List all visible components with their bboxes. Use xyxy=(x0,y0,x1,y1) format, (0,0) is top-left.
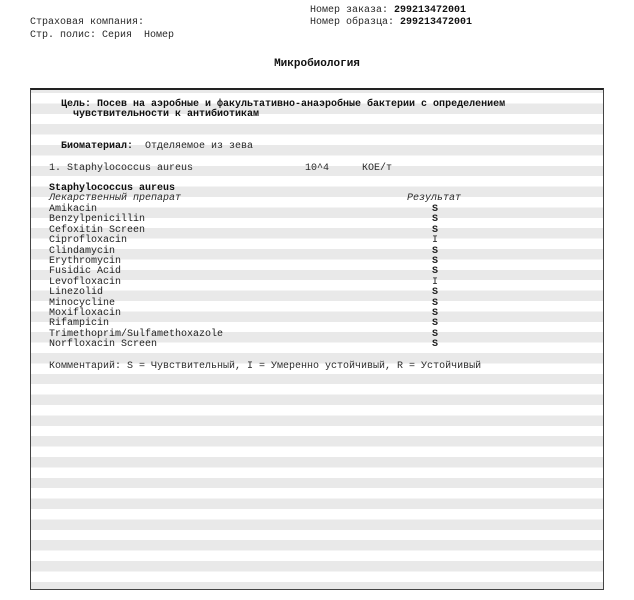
order-number-label: Номер заказа: 299213472001 xyxy=(310,5,467,16)
drug-name: Fusidic Acid xyxy=(49,266,122,278)
drug-result: S xyxy=(432,245,439,257)
drug-name: Levofloxacin xyxy=(49,276,122,288)
drug-result: S xyxy=(432,328,439,340)
column-result-header: Результат xyxy=(407,193,462,204)
drug-row xyxy=(49,267,589,277)
drug-result: S xyxy=(432,339,439,351)
comment: Комментарий: S = Чувствительный, I = Умеренно устойчивый, R = Устойчивый xyxy=(49,361,482,372)
drug-result: I xyxy=(432,276,439,288)
drug-name: Norfloxacin Screen xyxy=(49,339,158,351)
drug-name: Erythromycin xyxy=(49,256,122,267)
drug-row xyxy=(49,236,589,246)
column-drug-header: Лекарственный препарат xyxy=(49,193,182,204)
organism-unit: КОЕ/т xyxy=(362,163,393,174)
sample-number-value: 299213472001 xyxy=(400,17,473,28)
drug-result: S xyxy=(432,287,439,299)
drug-row xyxy=(49,278,589,288)
drug-name: Moxifloxacin xyxy=(49,308,122,319)
drug-name: Rifampicin xyxy=(49,318,110,330)
drug-row xyxy=(49,288,589,298)
drug-row xyxy=(49,309,589,319)
drug-row xyxy=(49,299,589,309)
drug-result: S xyxy=(432,308,439,319)
drug-result: S xyxy=(432,224,439,236)
biomaterial-value: Отделяемое из зева xyxy=(145,141,254,152)
drug-row xyxy=(49,340,589,350)
drug-result: I xyxy=(432,235,439,247)
policy-label: Стр. полис: Серия Номер xyxy=(30,30,175,41)
drug-name: Minocycline xyxy=(49,297,116,309)
drug-result: S xyxy=(432,204,439,215)
goal-line-2: чувствительности к антибиотикам xyxy=(61,109,260,120)
biomaterial-label: Биоматериал: xyxy=(61,141,134,152)
drug-name: Ciprofloxacin xyxy=(49,235,128,247)
goal-line-1: Цель: Посев на аэробные и факультативно-анаэробные бактерии с определением xyxy=(61,99,506,110)
drug-row xyxy=(49,257,589,267)
drug-result: S xyxy=(432,318,439,330)
drug-result: S xyxy=(432,214,439,226)
drug-name: Trimethoprim/Sulfamethoxazole xyxy=(49,328,224,340)
organism-line: 1. Staphylococcus aureus xyxy=(49,163,194,174)
drug-name: Cefoxitin Screen xyxy=(49,224,146,236)
drug-name: Amikacin xyxy=(49,204,98,215)
drug-result: S xyxy=(432,297,439,309)
organism-count: 10^4 xyxy=(305,163,330,174)
biomaterial xyxy=(61,142,253,152)
page-title: Микробиология xyxy=(274,58,360,70)
drug-result: S xyxy=(432,256,439,267)
organism-heading: Staphylococcus aureus xyxy=(49,183,176,194)
order-number-value: 299213472001 xyxy=(394,5,467,16)
report-panel xyxy=(30,88,604,590)
sample-number-label: Номер образца: 299213472001 xyxy=(310,17,473,28)
drug-name: Benzylpenicillin xyxy=(49,214,146,226)
drug-row xyxy=(49,247,589,257)
drug-row xyxy=(49,226,589,236)
insurance-company-label: Страховая компания: xyxy=(30,17,145,28)
drug-name: Linezolid xyxy=(49,287,104,299)
drug-name: Clindamycin xyxy=(49,245,116,257)
drug-result: S xyxy=(432,266,439,278)
